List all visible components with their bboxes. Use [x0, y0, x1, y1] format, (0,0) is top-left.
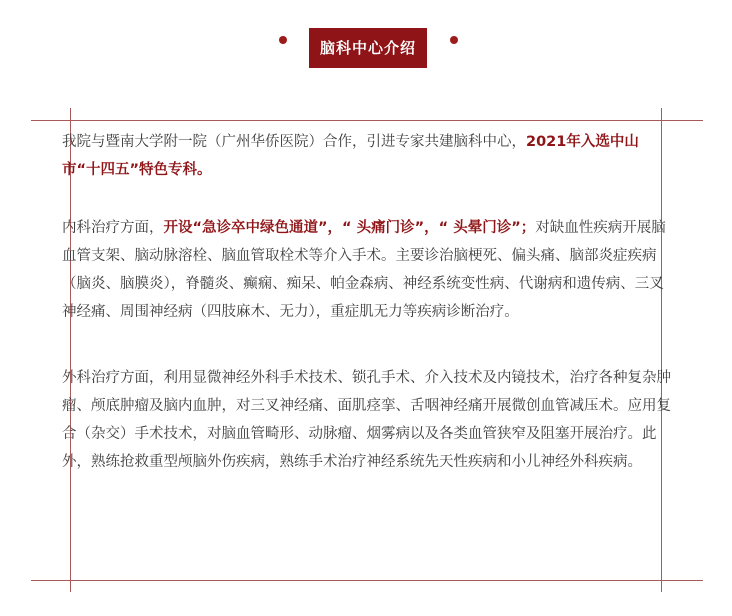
intro-paragraph	[62, 128, 676, 184]
internal-medicine-text: 对缺血性疾病开展脑血管支架、脑动脉溶栓、脑血管取栓术等介入手术。主要诊治脑梗死、偏头痛、脑部炎症疾病（脑炎、脑膜炎），脊髓炎、癫痫、痴呆、帕金森病、神经系统变性病、代谢病和遗传病、三叉神经痛、周围神经病（四肢麻木、无力），重症肌无力等疾病诊断治疗。	[62, 220, 666, 320]
intro-text: 我院与暨南大学附一院（广州华侨医院）合作，引进专家共建脑科中心，	[62, 134, 526, 150]
decorative-dot-left	[279, 36, 287, 44]
internal-medicine-highlight: 开设“急诊卒中绿色通道”，“ 头痛门诊”，“ 头晕门诊”；	[163, 220, 536, 236]
decorative-dot-right	[450, 36, 458, 44]
surgery-paragraph	[62, 364, 676, 476]
frame-top-line	[31, 120, 703, 121]
article-body	[62, 128, 676, 476]
intro-highlight: 2021年入选中山市“十四五”特色专科。	[62, 134, 639, 178]
section-title: 脑科中心介绍	[309, 28, 427, 68]
section-header	[0, 28, 732, 70]
internal-medicine-paragraph	[62, 214, 676, 326]
internal-medicine-lead: 内科治疗方面，	[62, 220, 164, 236]
surgery-text: 外科治疗方面，利用显微神经外科手术技术、锁孔手术、介入技术及内镜技术，治疗各种复杂肿瘤、颅底肿瘤及脑内血肿，对三叉神经痛、面肌痉挛、舌咽神经痛开展微创血管减压术。应用复合（杂交）手术技术，对脑血管畸形、动脉瘤、烟雾病以及各类血管狭窄及阻塞开展治疗。此外，熟练抢救重型颅脑外伤疾病，熟练手术治疗神经系统先天性疾病和小儿神经外科疾病。	[62, 370, 671, 470]
frame-bottom-line	[31, 580, 703, 581]
